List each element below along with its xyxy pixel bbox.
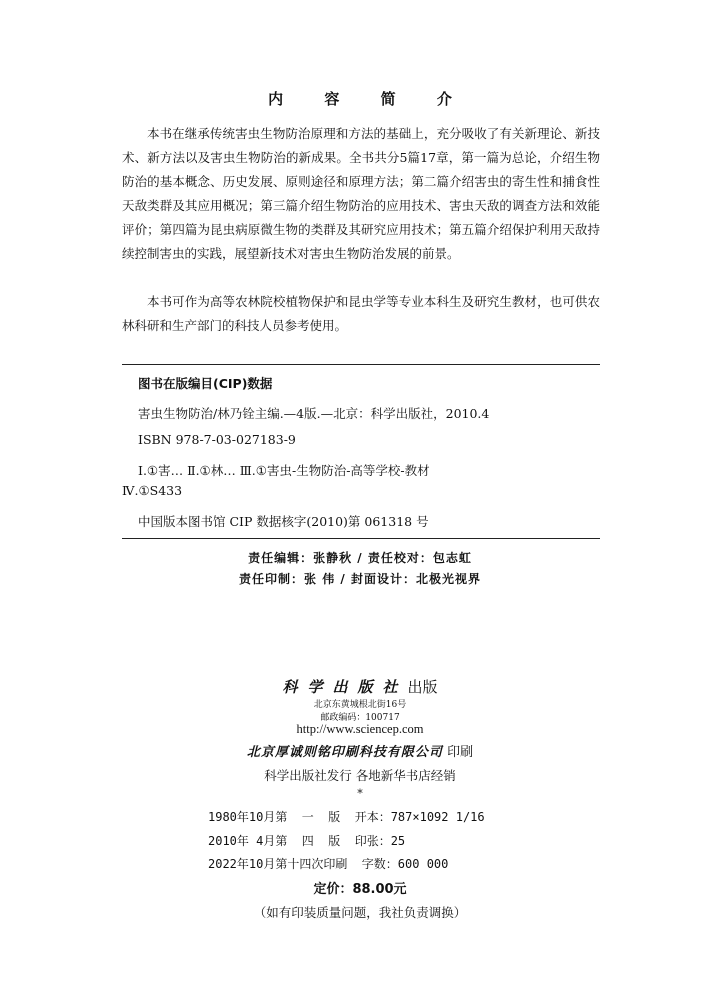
intro-paragraph-1 (122, 122, 600, 266)
cip-heading: 图书在版编目(CIP)数据 (138, 376, 273, 391)
publisher-suffix: 出版 (407, 678, 438, 696)
distribution-line: 科学出版社发行 各地新华书店经销 (264, 768, 456, 783)
publisher-line (0, 676, 720, 697)
intro-text-2: 本书可作为高等农林院校植物保护和昆虫学等专业本科生及研究生教材，也可供农林科研和生产部门的科技人员参考使用。 (122, 294, 600, 333)
printer-line (0, 741, 720, 760)
publisher-address: 北京东黄城根北街16号 (313, 700, 407, 710)
cip-top-divider (122, 364, 600, 365)
edition-line-1: 1980年10月第 一 版 开本：787×1092 1/16 (208, 810, 485, 824)
printer-brand: 北京厚诚则铭印刷科技有限公司 (246, 745, 443, 760)
intro-text-1: 本书在继承传统害虫生物防治原理和方法的基础上，充分吸收了有关新理论、新技术、新方法以及害虫生物防治的新成果。全书共分5篇17章，第一篇为总论，介绍生物防治的基本概念、历史发展、原则途径和原理方法；第二篇介绍害虫的寄生性和捕食性天敌类群及其应用概况；第三篇介绍生物防治的应用技术、害虫天敌的调查方法和效能评价；第四篇为昆虫病原微生物的类群及其研究应用技术；第五篇介绍保护利用天敌持续控制害虫的实践，展望新技术对害虫生物防治发展的前景。 (122, 126, 600, 261)
cip-bottom-divider (122, 538, 600, 539)
printer-suffix: 印刷 (442, 745, 474, 760)
cip-isbn: ISBN 978-7-03-027183-9 (138, 432, 296, 447)
publisher-brand: 科学出版社 (282, 678, 408, 696)
edition-line-2: 2010年 4月第 四 版 印张：25 (208, 834, 406, 848)
edition-line-3: 2022年10月第十四次印刷 字数：600 000 (208, 857, 449, 871)
credits-editors: 责任编辑：张静秋 / 责任校对：包志虹 (248, 551, 472, 565)
page-title: 内 容 简 介 (268, 90, 470, 108)
intro-paragraph-2 (122, 290, 600, 338)
cip-classification-1: Ⅰ.①害… Ⅱ.①林… Ⅲ.①害虫-生物防治-高等学校-教材 (138, 463, 430, 478)
cip-title-line: 害虫生物防治/林乃铨主编.—4版.—北京：科学出版社，2010.4 (138, 406, 490, 421)
publisher-url: http://www.sciencep.com (296, 722, 424, 736)
cip-classification-2: Ⅳ.①S433 (122, 483, 183, 498)
quality-notice: （如有印装质量问题，我社负责调换） (253, 905, 467, 920)
cip-verification: 中国版本图书馆 CIP 数据核字(2010)第 061318 号 (138, 514, 429, 529)
publisher-postcode: 邮政编码：100717 (320, 713, 400, 723)
separator-star: * (357, 787, 363, 800)
price: 定价：88.00元 (313, 882, 407, 897)
credits-printing: 责任印制：张 伟 / 封面设计：北极光视界 (239, 572, 481, 586)
